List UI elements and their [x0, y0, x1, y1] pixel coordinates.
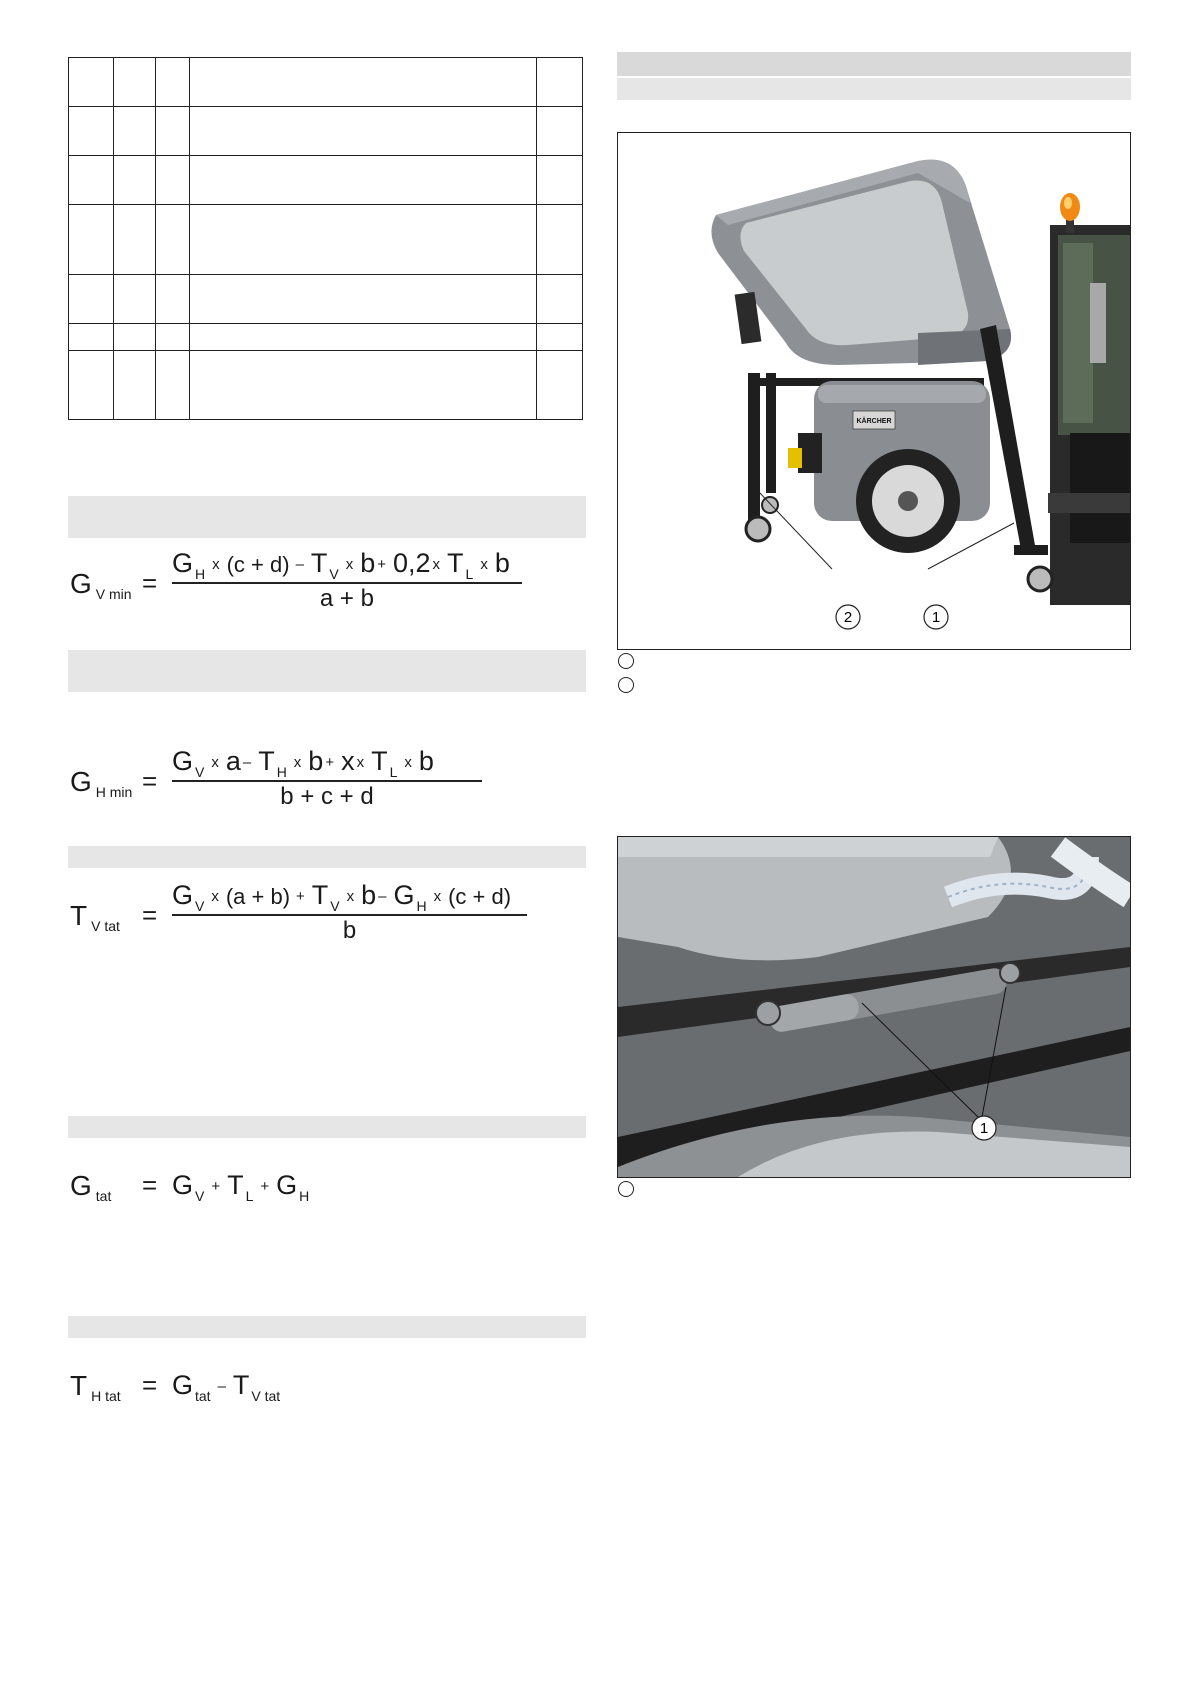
- formula-th-tat: [70, 1362, 470, 1402]
- numerator-token-14: x: [404, 754, 412, 771]
- rhs-token-0: G: [172, 1370, 194, 1401]
- denominator: b + c + d: [280, 782, 374, 810]
- numerator-token-11: x: [356, 754, 365, 771]
- numerator-token-8: b: [361, 880, 377, 911]
- section-bar-actual-front: [68, 846, 586, 868]
- numerator-token-13: L: [389, 763, 398, 780]
- numerator-token-13: L: [465, 565, 474, 582]
- rhs-token-4: V tat: [251, 1387, 281, 1404]
- table-row: [69, 351, 583, 420]
- numerator-token-2: x: [211, 754, 219, 771]
- numerator-token-11: x: [432, 556, 441, 573]
- equals-sign: =: [142, 900, 158, 931]
- numerator-token-3: a: [225, 746, 241, 777]
- numerator-token-5: T: [258, 746, 275, 777]
- heading-bar-2: [617, 78, 1131, 100]
- rhs-token-7: H: [299, 1187, 310, 1204]
- lhs-symbol: T: [70, 899, 88, 931]
- section-bar-front-axle: [68, 496, 586, 538]
- numerator-token-13: (c + d): [448, 884, 512, 910]
- tilted-tank: [711, 160, 1011, 365]
- illustration-hydraulic-cylinders: [618, 837, 1130, 1177]
- table-row: [69, 107, 583, 156]
- rhs-token-2: –: [217, 1378, 226, 1395]
- equals-sign: =: [142, 1370, 158, 1401]
- numerator-token-14: x: [480, 556, 488, 573]
- numerator-token-8: b: [308, 746, 324, 777]
- denominator: b: [342, 916, 357, 944]
- formula-tv-tat: [70, 880, 590, 944]
- section-bar-rear-axle: [68, 650, 586, 692]
- numerator-token-8: b: [360, 548, 376, 579]
- numerator-token-1: H: [195, 565, 206, 582]
- numerator-token-1: V: [195, 897, 205, 914]
- numerator-token-3: (a + b): [225, 884, 291, 910]
- main-wheel: [856, 449, 960, 553]
- callout-1-label: 1: [931, 609, 941, 626]
- numerator-token-2: x: [211, 888, 219, 905]
- numerator-token-6: V: [329, 565, 339, 582]
- callout-1: [924, 605, 948, 629]
- lhs-subscript: V tat: [91, 917, 120, 934]
- numerator-token-0: G: [172, 880, 194, 911]
- numerator-token-0: G: [172, 746, 194, 777]
- callout-1-fig2: [972, 1116, 996, 1140]
- section-bar-actual-rear: [68, 1316, 586, 1338]
- numerator-token-6: H: [276, 763, 287, 780]
- rhs-token-3: T: [227, 1170, 244, 1201]
- lhs-symbol: G: [70, 765, 92, 797]
- numerator-token-4: –: [295, 556, 304, 573]
- rhs-token-1: V: [195, 1187, 205, 1204]
- data-table: [68, 57, 583, 420]
- table-row: [69, 58, 583, 107]
- numerator-token-2: x: [212, 556, 220, 573]
- table-row: [69, 324, 583, 351]
- fraction-line: [172, 780, 482, 782]
- rhs-token-2: +: [211, 1178, 221, 1195]
- rhs-token-0: G: [172, 1170, 194, 1201]
- callout-2-label: 2: [843, 609, 853, 626]
- table-row: [69, 156, 583, 205]
- rhs-token-4: L: [245, 1187, 254, 1204]
- rhs-token-5: +: [260, 1178, 270, 1195]
- lhs-symbol: T: [70, 1369, 88, 1401]
- figure-tilted-tank: [617, 132, 1131, 650]
- numerator-token-12: T: [371, 746, 388, 777]
- numerator-token-5: T: [310, 548, 328, 579]
- numerator-token-9: +: [325, 754, 335, 771]
- table-row: [69, 205, 583, 275]
- brand-label: KÄRCHER: [856, 418, 892, 425]
- numerator-token-0: G: [172, 548, 194, 579]
- equals-sign: =: [142, 766, 158, 797]
- numerator-token-1: V: [195, 763, 205, 780]
- lhs-symbol: G: [70, 567, 92, 599]
- lhs-subscript: H min: [95, 783, 133, 800]
- lhs-subscript: V min: [95, 585, 132, 602]
- callout-2: [836, 605, 860, 629]
- formula-g-tat: [70, 1162, 470, 1202]
- equals-sign: =: [142, 568, 158, 599]
- numerator-token-10: x: [341, 746, 355, 777]
- numerator-token-6: V: [330, 897, 340, 914]
- formula-gv-min: [70, 548, 590, 612]
- legend-marker-1: [618, 653, 634, 669]
- numerator-token-9: +: [377, 556, 387, 573]
- legend-marker-fig2: [618, 1181, 634, 1197]
- callout-1-fig2-label: 1: [979, 1120, 989, 1137]
- figure-hydraulic-cylinders: [617, 836, 1131, 1178]
- lhs-subscript: H tat: [91, 1387, 121, 1404]
- denominator: a + b: [319, 584, 374, 612]
- numerator-token-12: T: [447, 548, 464, 579]
- numerator-token-9: –: [378, 888, 387, 905]
- illustration-tilted-tank: [618, 133, 1130, 649]
- heading-bar-1: [617, 52, 1131, 76]
- legend-marker-2: [618, 677, 634, 693]
- table-row: [69, 275, 583, 324]
- fraction-line: [172, 582, 522, 584]
- numerator-token-7: x: [293, 754, 302, 771]
- lhs-subscript: tat: [95, 1187, 112, 1204]
- equals-sign: =: [142, 1170, 158, 1201]
- numerator-token-5: T: [311, 880, 329, 911]
- numerator-token-11: H: [416, 897, 427, 914]
- numerator-token-7: x: [346, 888, 355, 905]
- section-bar-total-weight: [68, 1116, 586, 1138]
- numerator-token-3: (c + d): [226, 552, 290, 578]
- numerator-token-12: x: [433, 888, 442, 905]
- tractor-cab: [1048, 225, 1130, 605]
- numerator-token-4: –: [242, 754, 252, 771]
- fraction-line: [172, 914, 527, 916]
- rhs-token-6: G: [276, 1170, 298, 1201]
- numerator-token-10: 0,2: [393, 548, 431, 579]
- numerator-token-4: +: [296, 888, 305, 905]
- numerator-token-10: G: [393, 880, 415, 911]
- numerator-token-15: b: [418, 746, 434, 777]
- lhs-symbol: G: [70, 1169, 92, 1201]
- formula-gh-min: [70, 746, 590, 810]
- numerator-token-7: x: [345, 556, 354, 573]
- rhs-token-3: T: [232, 1370, 250, 1401]
- numerator-token-15: b: [494, 548, 510, 579]
- rhs-token-1: tat: [195, 1387, 211, 1404]
